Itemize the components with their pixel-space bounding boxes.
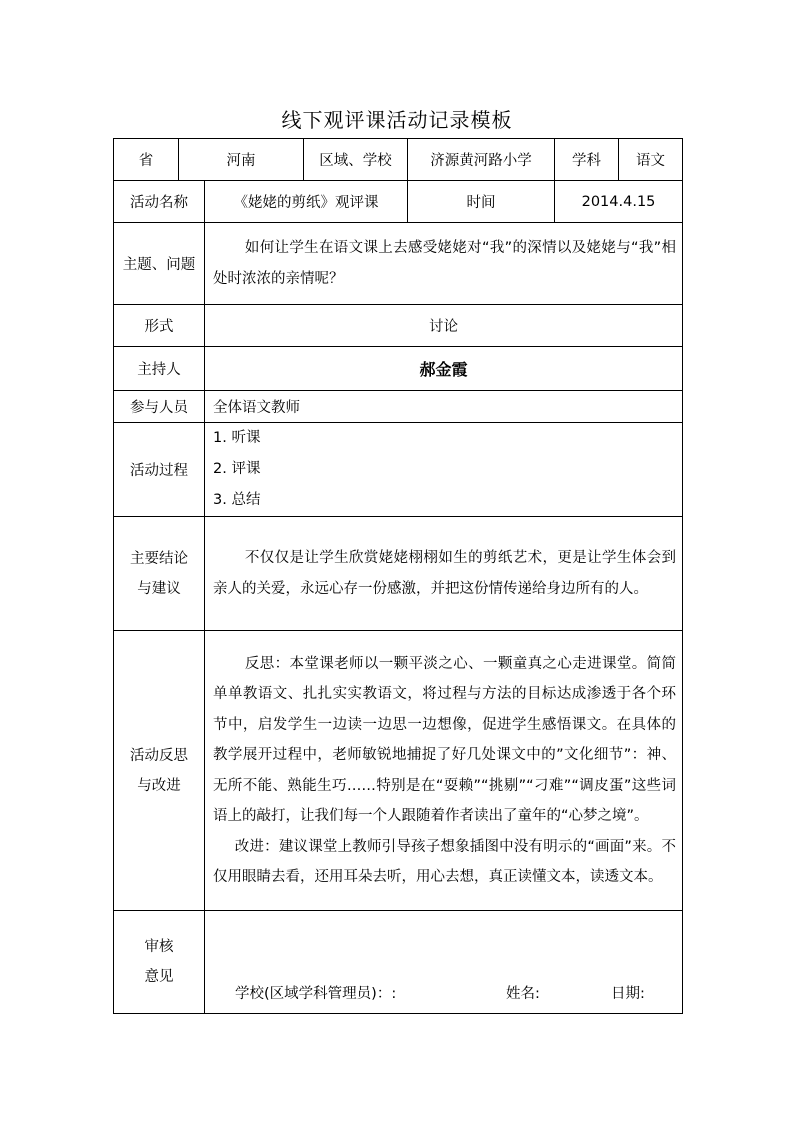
host-value: 郝金霞	[205, 347, 683, 391]
format-label: 形式	[114, 305, 205, 347]
row-format	[114, 305, 683, 347]
region-label: 区域、学校	[304, 139, 408, 181]
reflection-label-line1: 活动反思	[130, 747, 188, 764]
row-participants	[114, 391, 683, 423]
topic-label: 主题、问题	[114, 223, 205, 305]
school-signature-label: 学校(区域学科管理员)：:	[235, 986, 397, 1002]
activity-value: 《姥姥的剪纸》观评课	[205, 181, 408, 223]
review-label-line1: 审核	[144, 939, 174, 955]
review-label-line2: 意见	[144, 969, 174, 985]
row-process	[114, 423, 683, 517]
page-title: 线下观评课活动记录模板	[281, 108, 513, 132]
reflection-text: 反思：本堂课老师以一颗平淡之心、一颗童真之心走进课堂。简简单单教语文、扎扎实实教语文，将过程与方法的目标达成渗透于各个环节中，启发学生一边读一边思一边想像，促进学生感悟课文。在具体的教学展开过程中，老师敏锐地捕捉了好几处课文中的”文化细节”：神、无所不能、熟能生巧……特别是在“耍赖”“挑剔”“刁难”“调皮蛋”这些词语上的敲打，让我们每一个人跟随着作者读出了童年的“心梦之境”。	[213, 655, 676, 824]
conclusion-label	[114, 517, 205, 631]
conclusion-label-line1: 主要结论	[130, 550, 188, 567]
subject-label: 学科	[555, 139, 619, 181]
format-value: 讨论	[205, 305, 683, 347]
date-label: 日期:	[611, 986, 645, 1002]
process-step: 3. 总结	[213, 492, 261, 508]
school-value: 济源黄河路小学	[408, 139, 555, 181]
row-province	[114, 139, 683, 181]
reflection-value	[205, 631, 683, 911]
province-value: 河南	[179, 139, 304, 181]
review-signature-area	[205, 911, 683, 1014]
record-form-table	[113, 138, 683, 1014]
process-step: 1. 听课	[213, 430, 261, 446]
topic-value: 如何让学生在语文课上去感受姥姥对“我”的深情以及姥姥与“我”相处时浓浓的亲情呢？	[205, 223, 683, 305]
process-steps	[205, 423, 683, 517]
row-reflection	[114, 631, 683, 911]
improve-text: 改进：建议课堂上教师引导孩子想象插图中没有明示的“画面”来。不仅用眼睛去看，还用耳朵去听，用心去想，真正读懂文本，读透文本。	[213, 838, 676, 885]
province-label: 省	[114, 139, 179, 181]
process-label: 活动过程	[114, 423, 205, 517]
conclusion-label-line2: 与建议	[137, 580, 181, 597]
row-activity	[114, 181, 683, 223]
row-topic	[114, 223, 683, 305]
time-label: 时间	[408, 181, 555, 223]
row-review	[114, 911, 683, 1014]
review-label	[114, 911, 205, 1014]
participants-value: 全体语文教师	[205, 391, 683, 423]
participants-label: 参与人员	[114, 391, 205, 423]
conclusion-value: 不仅仅是让学生欣赏姥姥栩栩如生的剪纸艺术，更是让学生体会到亲人的关爱，永远心存一份感激，并把这份情传递给身边所有的人。	[205, 517, 683, 631]
reflection-label	[114, 631, 205, 911]
row-conclusion	[114, 517, 683, 631]
time-value: 2014.4.15	[555, 181, 683, 223]
activity-label: 活动名称	[114, 181, 205, 223]
row-host	[114, 347, 683, 391]
subject-value: 语文	[619, 139, 683, 181]
host-label: 主持人	[114, 347, 205, 391]
name-label: 姓名:	[506, 986, 540, 1002]
reflection-label-line2: 与改进	[137, 777, 181, 794]
process-step: 2. 评课	[213, 461, 261, 477]
